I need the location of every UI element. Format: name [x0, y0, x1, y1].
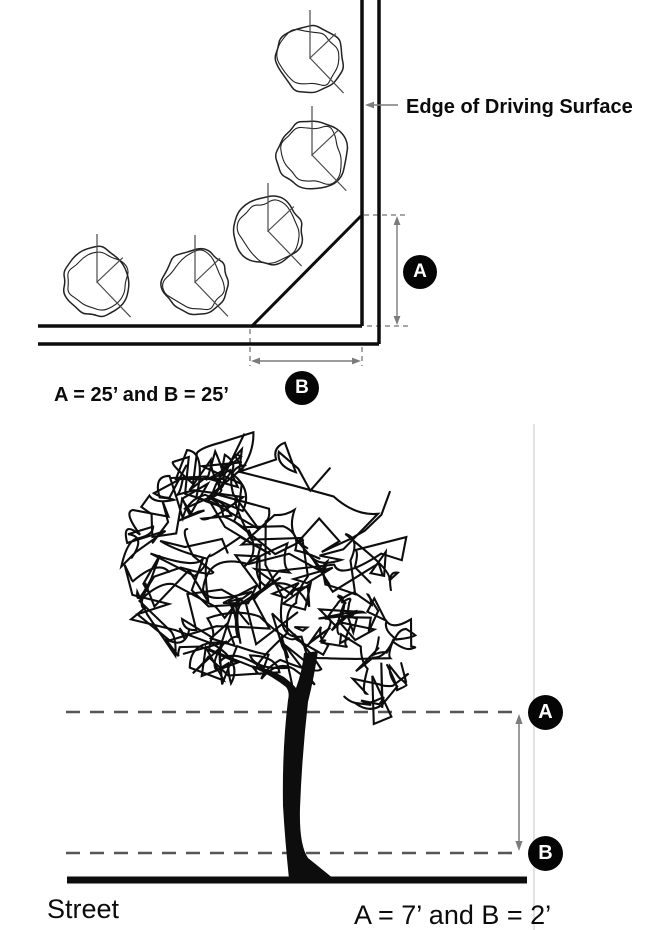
canopy-scribble-triangle [294, 568, 333, 584]
tree-canopy-inner-outline [163, 250, 225, 310]
tree-canopy-outline [275, 26, 343, 93]
tree-canopy-inner-outline [281, 126, 341, 184]
canopy-scribble-stroke [173, 432, 330, 529]
tree-branch-ray [97, 258, 123, 282]
dimension-a-arrowhead-down [394, 316, 401, 325]
canopy-scribble-triangle [283, 583, 311, 609]
canopy-lobe-stroke [313, 619, 415, 659]
canopy-scribble-stroke [154, 466, 320, 559]
tree-branch-ray-long [312, 155, 346, 191]
tree-canopy-inner-outline [68, 252, 128, 310]
tree-branch-ray-long [97, 282, 131, 317]
street-label: Street [47, 894, 120, 924]
plan-tree-symbol-4 [161, 235, 228, 316]
plan-tree-symbol-2 [276, 106, 348, 191]
plan-tree-symbol-5 [64, 234, 131, 317]
tree-canopy-inner-outline [237, 200, 299, 263]
tree-trunk [249, 651, 334, 879]
canopy-scribble-triangle [371, 552, 386, 576]
canopy-scribble-triangle [223, 586, 256, 604]
edge-label-arrowhead [365, 102, 374, 109]
sight-triangle-diagonal [251, 216, 361, 327]
dimension-a-badge-plan: A [403, 255, 437, 289]
canopy-scribble-stroke [184, 641, 287, 684]
canopy-scribble-stroke [208, 613, 331, 684]
canopy-scribble-triangle [348, 616, 357, 632]
canopy-scribble-triangle [180, 628, 185, 639]
canopy-scribble-stroke [137, 579, 238, 680]
canopy-lobe-triangle [367, 598, 385, 620]
tree-branch-ray [195, 258, 220, 282]
canopy-scribble-stroke [131, 529, 383, 683]
tree-branch-ray [310, 34, 336, 58]
canopy-lobe-stroke [356, 629, 415, 671]
dimension-b-arrowhead-left [251, 358, 260, 365]
tree-canopy-outline [234, 196, 303, 265]
canopy-scribble-stroke [298, 492, 398, 594]
canopy-lobe-stroke [344, 665, 406, 709]
tree-branch-ray-long [268, 231, 302, 266]
edge-of-driving-surface-label: Edge of Driving Surface [406, 96, 633, 118]
canopy-scribble-triangle [178, 510, 205, 521]
elevation-dimension-note: A = 7’ and B = 2’ [354, 900, 552, 930]
tree-canopy-inner-outline [277, 29, 339, 85]
canopy-scribble-stroke [207, 449, 378, 584]
canopy-scribble-triangle [211, 624, 235, 646]
canopy-scribble-stroke [151, 539, 298, 644]
canopy-lobe-triangle [381, 663, 382, 708]
canopy-lobe-stroke [320, 596, 365, 631]
canopy-lobe-stroke [340, 634, 409, 694]
canopy-scribble-stroke [121, 501, 168, 567]
canopy-scribble-triangle [273, 583, 299, 598]
canopy-scribble-stroke [242, 510, 310, 607]
tree-canopy-outline [276, 121, 348, 189]
canopy-lobe-triangle [319, 611, 356, 618]
tree-branch-ray-long [195, 282, 228, 316]
canopy-scribble-triangle [211, 470, 238, 487]
tree-canopy-scribble [121, 432, 415, 724]
tree-canopy-outline [161, 249, 228, 315]
plan-tree-symbol-1 [275, 10, 343, 93]
tree-branch-ray [268, 207, 294, 231]
canopy-scribble-triangle [236, 555, 261, 589]
plan-view-svg [0, 0, 658, 420]
canopy-lobe-triangle [340, 622, 375, 640]
canopy-scribble-stroke [176, 434, 308, 673]
canopy-scribble-stroke [146, 460, 271, 607]
plan-dimension-note: A = 25’ and B = 25’ [54, 384, 229, 406]
plan-tree-symbol-3 [234, 183, 303, 266]
dimension-a-arrowhead-up [394, 216, 401, 225]
dimension-b-arrowhead-right [352, 358, 361, 365]
canopy-scribble-triangle [229, 599, 239, 608]
canopy-scribble-triangle [143, 555, 159, 590]
dimension-b-badge-elevation: B [528, 836, 563, 871]
canopy-scribble-triangle [182, 484, 207, 516]
dimension-b-badge-plan: B [285, 371, 319, 405]
dimension-arrowhead-down [515, 841, 522, 851]
tree-canopy-outline [64, 246, 129, 316]
dimension-a-badge-elevation: A [528, 695, 563, 730]
canopy-lobe-triangle [372, 676, 391, 724]
tree-branch-ray-long [310, 58, 344, 93]
canopy-scribble-stroke [125, 537, 407, 640]
canopy-lobe-triangle [295, 627, 308, 631]
dimension-arrowhead-up [515, 714, 522, 724]
elevation-svg [0, 420, 658, 930]
canopy-scribble-stroke [185, 494, 322, 684]
canopy-lobe-stroke [321, 592, 379, 647]
tree-branch-ray [312, 130, 339, 155]
canopy-scribble-stroke [141, 462, 303, 554]
